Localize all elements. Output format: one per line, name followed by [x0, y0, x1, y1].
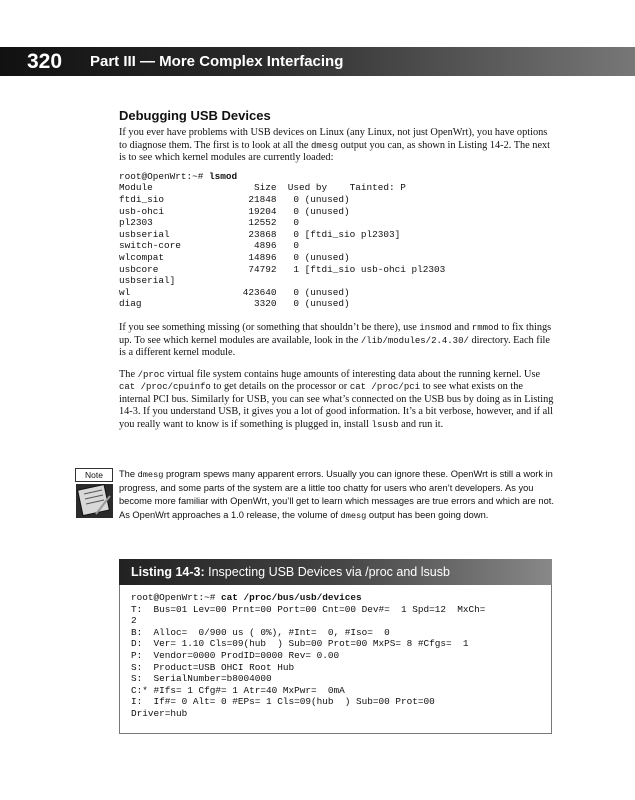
note-text: The dmesg program spews many apparent errors. Usually you can ignore these. OpenWrt is still a work in progress, and some parts of the system are a little too chatty for users who aren’t developers. As you become more familiar with OpenWrt, you’ll get to learn which messages are true errors and which are not. As OpenWrt approaches a 1.0 release, the volume of dmesg output has been going down.: [119, 469, 554, 521]
page-header-bar: [0, 47, 635, 76]
listing-code-box: [119, 585, 552, 734]
listing-title-bar: [119, 559, 552, 585]
lsmod-code-block: root@OpenWrt:~# lsmod Module Size Used by Tainted: P ftdi_sio 21848 0 (unused) usb-ohci 19204 0 (unused) pl2303 12552 0 usbserial 23868 0 [ftdi_sio pl2303] switch-core 4896 0 wlcompat 14896 0 (unused) usbcore 74792 1 [ftdi_sio usb-ohci pl2303 usbserial] wl 423640 0 (unused) diag 3320 0 (unused): [119, 170, 446, 310]
part-title: Part III — More Complex Interfacing: [90, 53, 344, 70]
listing-number: Listing 14-3:: [131, 565, 205, 579]
note-label: Note: [75, 468, 113, 482]
proc-paragraph: The /proc virtual file system contains huge amounts of interesting data about the running kernel. Use cat /proc/cpuinfo to get details on the processor or cat /proc/pci to see what exists on the internal PCI bus. Similarly for USB, you can see what’s connected on the USB bus by doing as in Listing 14-3. If you understand USB, it gives you a lot of good information. It’s a bit verbose, however, and if all you really want to know is if something is plugged in, install lsusb and run it.: [119, 368, 554, 431]
main-content: [119, 108, 554, 432]
modules-paragraph: If you see something missing (or something that shouldn’t be there), use insmod and rmmod to fix things up. To see which kernel modules are available, look in the /lib/modules/2.4.30/ directory. Each file is a different kernel module.: [119, 321, 552, 359]
intro-paragraph: If you ever have problems with USB devices on Linux (any Linux, not just OpenWrt), you have options to diagnose them. The first is to look at all the dmesg output you can, as shown in Listing 14-2. The next is to see which kernel modules are currently loaded:: [119, 127, 551, 164]
listing-code-block: root@OpenWrt:~# cat /proc/bus/usb/devices T: Bus=01 Lev=00 Prnt=00 Port=00 Cnt=00 Dev#= 1 Spd=12 MxCh= 2 B: Alloc= 0/900 us ( 0%), #Int= 0, #Iso= 0 D: Ver= 1.10 Cls=09(hub ) Sub=00 Prot=00 MxPS= 8 #Cfgs= 1 P: Vendor=0000 ProdID=0000 Rev= 0.00 S: Product=USB OHCI Root Hub S: SerialNumber=b8004000 C:* #Ifs= 1 Cfg#= 1 Atr=40 MxPwr= 0mA I: If#= 0 Alt= 0 #EPs= 1 Cls=09(hub ) Sub=00 Prot=00 Driver=hub: [131, 592, 486, 719]
page-number: 320: [27, 50, 63, 73]
note-pad-icon: [76, 484, 113, 518]
section-title: Debugging USB Devices: [119, 108, 271, 123]
listing-title: Inspecting USB Devices via /proc and lsusb: [208, 565, 450, 579]
